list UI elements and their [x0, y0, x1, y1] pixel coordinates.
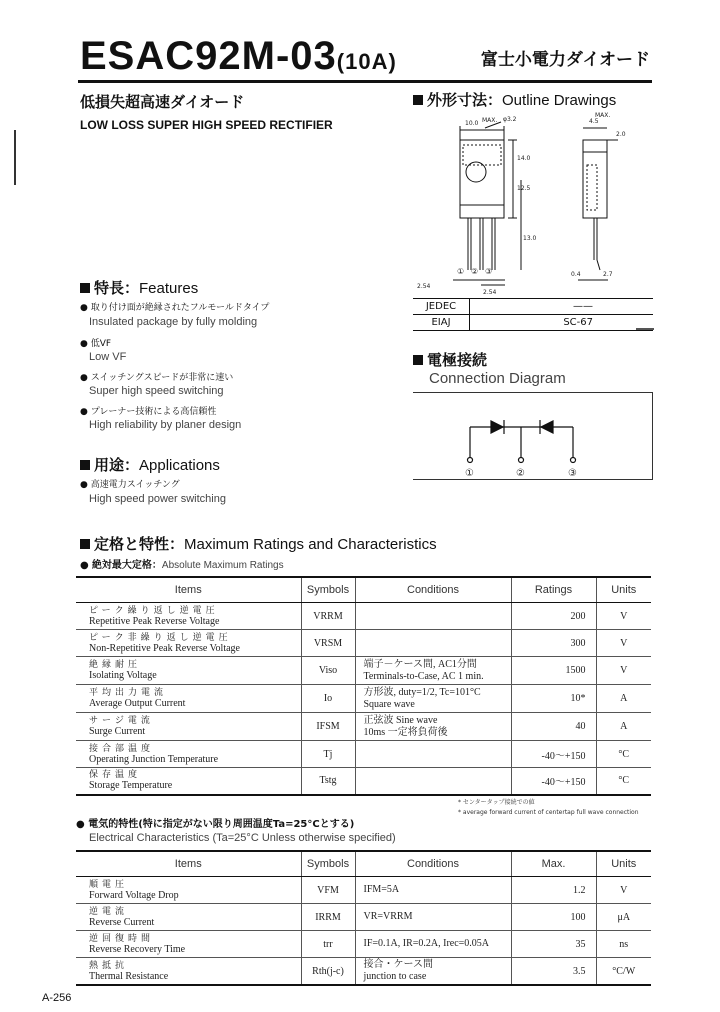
package-body — [460, 140, 504, 218]
table-row: 保存温度 Storage Temperature Tstg -40～+150 °C — [76, 768, 651, 795]
electrical-heading-en: Electrical Characteristics (Ta=25°C Unless otherwise specified) — [89, 832, 396, 844]
feature-item-jp: ● プレーナー技術による高信頼性 — [80, 407, 217, 417]
applications-heading: 用途：Applications — [80, 454, 220, 475]
connection-heading-jp: 電極接続 — [413, 349, 487, 370]
electrical-characteristics-table — [76, 850, 651, 986]
part-number-title — [80, 34, 397, 79]
header-rule — [78, 80, 652, 83]
outline-drawing — [413, 110, 653, 325]
brand-jp: 富士小電力ダイオード — [480, 50, 650, 70]
table-header-row — [76, 851, 651, 877]
column-header: Ratings — [511, 577, 596, 603]
dim-label: 0.4 — [571, 271, 581, 278]
dim-label: 4.5 — [589, 118, 599, 125]
square-bullet-icon — [80, 283, 90, 293]
table-row: 熱抵抗 Thermal Resistance Rth(j-c) 接合・ケース間 junction to case 3.5 °C/W — [76, 958, 651, 986]
dim-label: φ3.2 — [503, 116, 517, 123]
column-header: Conditions — [355, 577, 511, 603]
features-heading: 特長：Features — [80, 277, 198, 298]
table-row: ピーク繰り返し逆電圧 Repetitive Peak Reverse Voltage VRRM 200 V — [76, 603, 651, 630]
table-row — [413, 315, 653, 331]
feature-item-jp: ● 取り付け面が絶縁されたフルモールドタイプ — [80, 303, 270, 313]
column-header: Symbols — [301, 851, 355, 877]
page-number: A-256 — [42, 992, 72, 1004]
table-row: 接合部温度 Operating Junction Temperature Tj -40～+150 °C — [76, 741, 651, 768]
package-value: —— — [470, 299, 654, 315]
table-row: 逆電流 Reverse Current IRRM VR=VRRM 100 μA — [76, 904, 651, 931]
subtitle-jp: 低損失超高速ダイオード — [80, 93, 245, 111]
footnote-jp: * センタータップ接続での値 — [458, 799, 535, 806]
application-item-en: High speed power switching — [89, 493, 226, 505]
dim-label: 14.0 — [517, 155, 531, 162]
column-header: Units — [596, 577, 651, 603]
electrical-heading-jp: ● 電気的特性(特に指定がない限り周囲温度Ta=25°Cとする) — [76, 819, 355, 830]
scan-mark — [14, 130, 16, 185]
diode-icon — [541, 421, 553, 433]
table-row — [413, 299, 653, 315]
footnote-en: * average forward current of centertap full wave connection — [458, 809, 639, 816]
package-standards-table — [413, 298, 653, 331]
feature-item-en: Super high speed switching — [89, 385, 224, 397]
package-value: SC-67 — [470, 315, 654, 331]
feature-item-jp: ● スイッチングスピードが非常に速い — [80, 373, 234, 383]
column-header: Items — [76, 577, 301, 603]
dim-label: MAX. — [482, 117, 498, 124]
dim-label: 2.7 — [603, 271, 613, 278]
absolute-max-ratings-table — [76, 576, 651, 796]
dim-label: MAX. — [595, 112, 611, 119]
table-header-row — [76, 577, 651, 603]
dim-label: 2.0 — [616, 131, 626, 138]
dim-label: 13.0 — [523, 235, 537, 242]
pin-label: ③ — [485, 267, 493, 276]
abs-max-heading: ● 絶対最大定格：Absolute Maximum Ratings — [80, 560, 284, 571]
dim-label: 2.54 — [483, 289, 497, 296]
feature-item-en: High reliability by planer design — [89, 419, 242, 431]
column-header: Conditions — [355, 851, 511, 877]
connection-diagram — [413, 392, 653, 482]
table-row: 順電圧 Forward Voltage Drop VFM IFM=5A 1.2 V — [76, 877, 651, 904]
table-row: サージ電流 Surge Current IFSM 正弦波 Sine wave 10ms 一定将負荷後 40 A — [76, 713, 651, 741]
part-number: ESAC92M-03 — [80, 34, 337, 78]
table-row: ピーク非繰り返し逆電圧 Non-Repetitive Peak Reverse Voltage VRSM 300 V — [76, 630, 651, 657]
ratings-heading: 定格と特性：Maximum Ratings and Characteristics — [80, 533, 437, 554]
pin-label: ① — [457, 267, 465, 276]
diode-icon — [491, 421, 503, 433]
square-bullet-icon — [80, 460, 90, 470]
outline-heading: 外形寸法：Outline Drawings — [413, 89, 616, 110]
dim-label: 12.5 — [517, 185, 531, 192]
feature-item-en: Low VF — [89, 351, 127, 363]
dim-label: 2.54 — [417, 283, 431, 290]
dim-label: 10.0 — [465, 120, 479, 127]
package-key: EIAJ — [413, 315, 470, 331]
package-key: JEDEC — [413, 299, 470, 315]
connection-heading-en: Connection Diagram — [429, 370, 566, 387]
table-row: 平均出力電流 Average Output Current Io 方形波, duty=1/2, Tc=101°C Square wave 10* A — [76, 685, 651, 713]
pin-label: ② — [516, 468, 525, 479]
feature-item-en: Insulated package by fully molding — [89, 316, 258, 328]
column-header: Max. — [511, 851, 596, 877]
table-row: 逆回復時間 Reverse Recovery Time trr IF=0.1A, IR=0.2A, Irec=0.05A 35 ns — [76, 931, 651, 958]
pin-label: ② — [471, 267, 479, 276]
square-bullet-icon — [413, 355, 423, 365]
column-header: Units — [596, 851, 651, 877]
feature-item-jp: ● 低VF — [80, 339, 112, 349]
subtitle-en: LOW LOSS SUPER HIGH SPEED RECTIFIER — [80, 118, 333, 132]
column-header: Symbols — [301, 577, 355, 603]
table-row: 絶縁耐圧 Isolating Voltage Viso 端子－ケース間, AC1分間 Terminals-to-Case, AC 1 min. 1500 V — [76, 657, 651, 685]
column-header: Items — [76, 851, 301, 877]
current-rating: (10A) — [336, 49, 397, 74]
pin-label: ③ — [568, 468, 577, 479]
square-bullet-icon — [413, 95, 423, 105]
application-item-jp: ● 高速電力スイッチング — [80, 480, 180, 490]
pin-label: ① — [465, 468, 474, 479]
square-bullet-icon — [80, 539, 90, 549]
